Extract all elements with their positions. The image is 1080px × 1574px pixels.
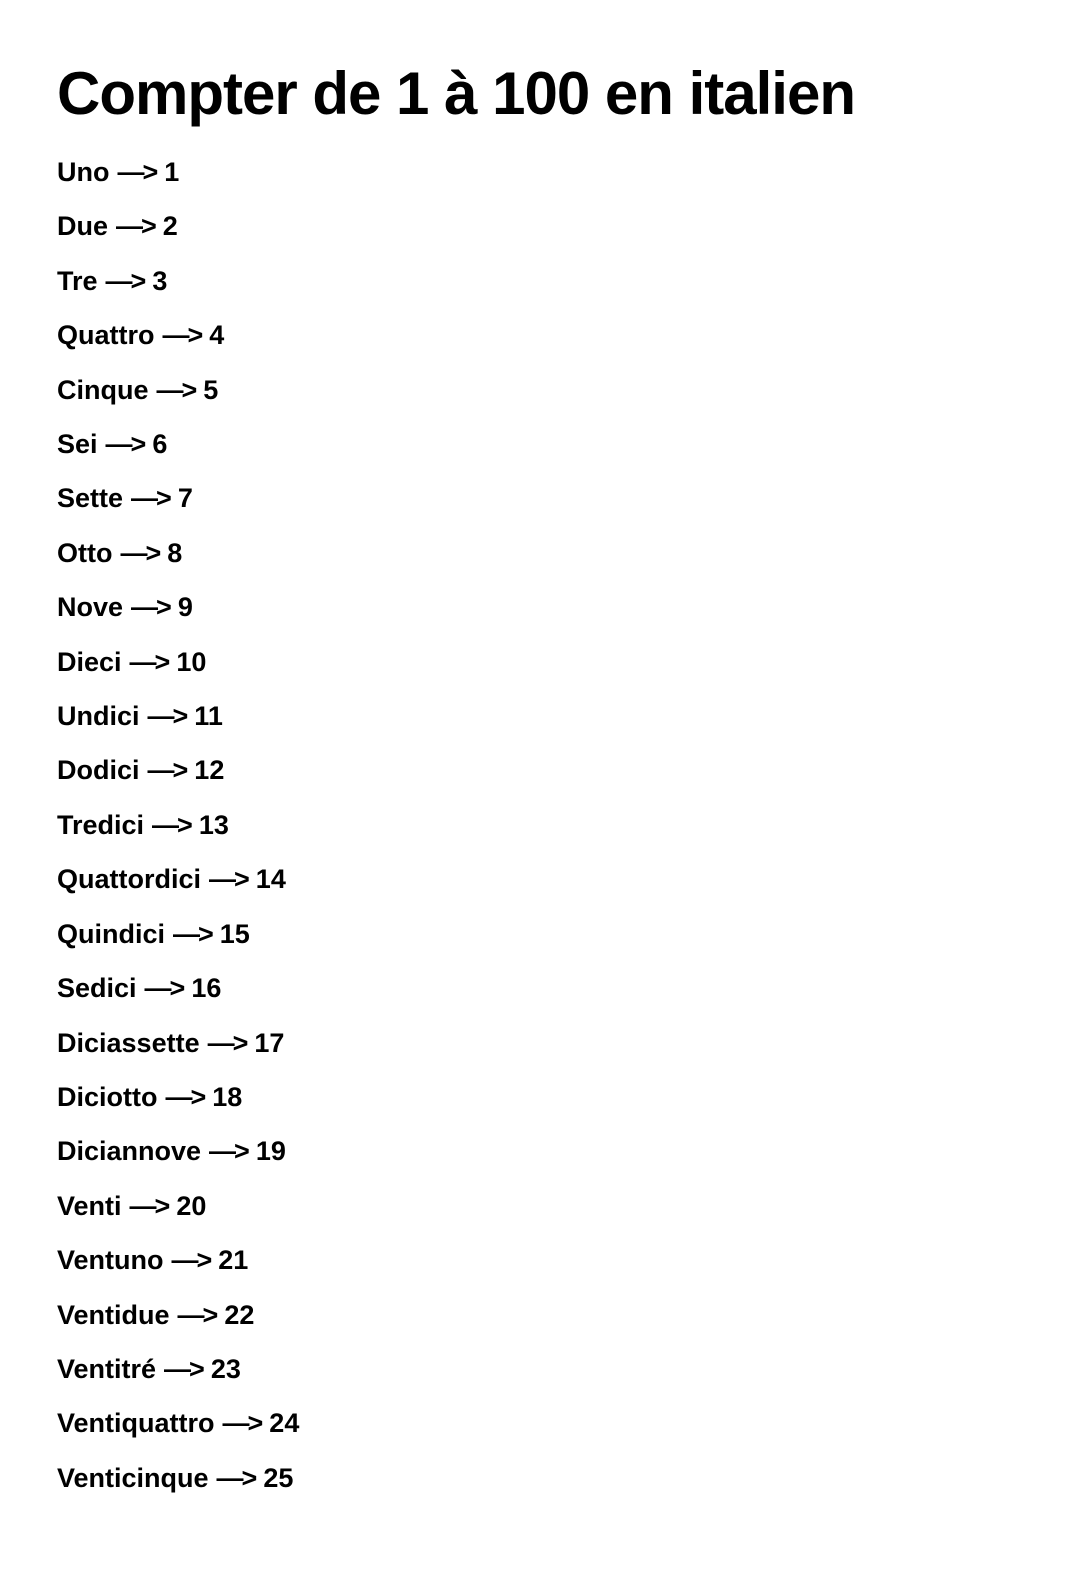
arrow-text: —> xyxy=(209,1136,248,1167)
italian-word: Nove xyxy=(57,592,124,623)
arrow-text: —> xyxy=(156,374,196,405)
arrow-text: —> xyxy=(152,809,191,840)
arrow-text: —> xyxy=(164,1353,203,1384)
number-value: 8 xyxy=(167,537,183,568)
number-value: 15 xyxy=(219,918,250,949)
list-item xyxy=(57,1353,1040,1385)
italian-word: Tredici xyxy=(57,809,145,840)
list-item xyxy=(57,1244,1040,1276)
list-item xyxy=(57,1299,1040,1331)
list-item xyxy=(57,374,1040,406)
arrow-text: —> xyxy=(173,918,212,949)
number-value: 3 xyxy=(152,265,168,296)
arrow-text: —> xyxy=(129,1190,169,1221)
number-value: 11 xyxy=(194,701,223,732)
number-value: 14 xyxy=(255,864,286,895)
number-value: 6 xyxy=(152,429,168,460)
list-item xyxy=(57,428,1040,460)
italian-word: Venticinque xyxy=(57,1462,209,1493)
arrow-text: —> xyxy=(216,1462,256,1493)
italian-word: Ventiquattro xyxy=(57,1408,215,1439)
italian-word: Sedici xyxy=(57,973,137,1004)
italian-word: Cinque xyxy=(57,374,149,405)
number-value: 23 xyxy=(210,1353,241,1384)
number-value: 17 xyxy=(254,1027,285,1058)
number-value: 18 xyxy=(212,1081,243,1112)
italian-word: Quindici xyxy=(57,918,165,949)
number-value: 7 xyxy=(177,483,193,514)
arrow-text: —> xyxy=(131,483,170,514)
number-value: 1 xyxy=(164,157,180,187)
italian-word: Diciotto xyxy=(57,1081,158,1112)
italian-word: Ventuno xyxy=(57,1245,164,1276)
list-item xyxy=(57,863,1040,895)
number-value: 24 xyxy=(269,1408,300,1439)
number-value: 2 xyxy=(162,211,178,242)
arrow-text: —> xyxy=(129,646,169,677)
list-item xyxy=(57,646,1040,678)
arrow-text: —> xyxy=(117,157,157,187)
list-item xyxy=(57,972,1040,1004)
italian-word: Ventitré xyxy=(57,1353,157,1384)
number-value: 10 xyxy=(176,646,207,677)
italian-word: Uno xyxy=(57,157,110,187)
italian-word: Diciannove xyxy=(57,1136,202,1167)
arrow-text: —> xyxy=(131,592,170,623)
arrow-text: —> xyxy=(209,864,248,895)
italian-word: Sei xyxy=(57,429,98,460)
arrow-text: —> xyxy=(171,1245,211,1276)
italian-word: Due xyxy=(57,211,109,242)
list-item xyxy=(57,1462,1040,1494)
number-value: 20 xyxy=(176,1190,207,1221)
italian-word: Quattordici xyxy=(57,864,202,895)
arrow-text: —> xyxy=(147,755,187,786)
list-item xyxy=(57,591,1040,623)
italian-word: Diciassette xyxy=(57,1027,200,1058)
list-item xyxy=(57,1027,1040,1059)
list-item xyxy=(57,1190,1040,1222)
list-item xyxy=(57,319,1040,351)
italian-word: Dodici xyxy=(57,755,140,786)
list-item xyxy=(57,754,1040,786)
list-item xyxy=(57,210,1040,242)
arrow-text: —> xyxy=(144,973,184,1004)
number-value: 5 xyxy=(203,374,219,405)
arrow-text: —> xyxy=(105,429,145,460)
italian-word: Tre xyxy=(57,265,98,296)
list-item xyxy=(57,265,1040,297)
number-value: 12 xyxy=(194,755,225,786)
arrow-text: —> xyxy=(207,1027,247,1058)
number-value: 25 xyxy=(263,1462,294,1493)
italian-word: Otto xyxy=(57,537,113,568)
list-item xyxy=(57,1135,1040,1167)
arrow-text: —> xyxy=(165,1081,205,1112)
list-item xyxy=(57,156,1040,188)
arrow-text: —> xyxy=(222,1408,262,1439)
number-value: 4 xyxy=(209,320,225,351)
arrow-text: —> xyxy=(105,265,145,296)
italian-word: Quattro xyxy=(57,320,155,351)
number-value: 16 xyxy=(191,973,222,1004)
number-value: 13 xyxy=(198,809,229,840)
number-value: 22 xyxy=(224,1299,255,1330)
number-value: 19 xyxy=(255,1136,286,1167)
list-item xyxy=(57,1407,1040,1439)
list-item xyxy=(57,700,1040,732)
italian-word: Undici xyxy=(57,701,140,732)
page-title: Compter de 1 à 100 en italien xyxy=(57,60,855,127)
arrow-text: —> xyxy=(162,320,202,351)
arrow-text: —> xyxy=(116,211,155,242)
list-item xyxy=(57,537,1040,569)
list-item xyxy=(57,1081,1040,1113)
italian-word: Ventidue xyxy=(57,1299,170,1330)
list-item xyxy=(57,918,1040,950)
arrow-text: —> xyxy=(147,701,187,732)
italian-word: Venti xyxy=(57,1190,122,1221)
italian-word: Dieci xyxy=(57,646,122,677)
list-item xyxy=(57,809,1040,841)
list-item xyxy=(57,482,1040,514)
arrow-text: —> xyxy=(177,1299,217,1330)
italian-word: Sette xyxy=(57,483,124,514)
number-value: 21 xyxy=(218,1245,249,1276)
number-value: 9 xyxy=(177,592,193,623)
number-list xyxy=(57,156,1040,1494)
arrow-text: —> xyxy=(120,537,160,568)
